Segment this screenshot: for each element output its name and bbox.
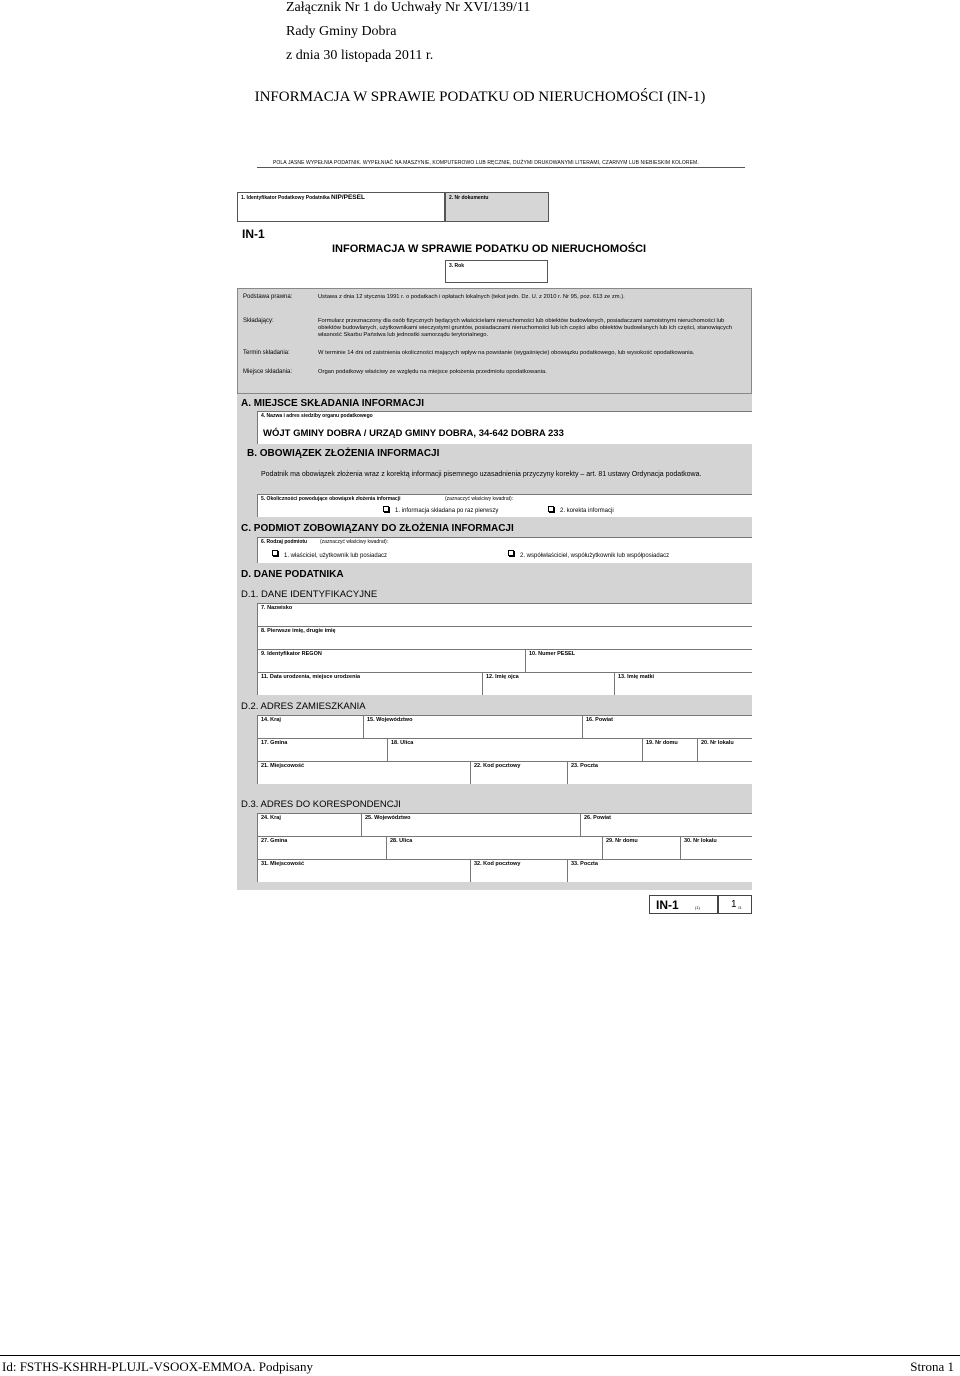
field-label: 26. Powiat xyxy=(584,815,611,821)
field-corr-voivodeship xyxy=(361,813,580,836)
field-street xyxy=(387,738,642,761)
field-corr-street xyxy=(386,836,602,859)
field-label: 30. Nr lokalu xyxy=(684,838,717,844)
form-title: INFORMACJA W SPRAWIE PODATKU OD NIERUCHOMOŚCI xyxy=(332,243,647,255)
field-birth xyxy=(257,672,482,695)
section-title: C. PODMIOT ZOBOWIĄZANY DO ZŁOŻENIA INFORMACJI xyxy=(241,523,514,534)
section-a xyxy=(237,394,752,449)
field-entity-type xyxy=(257,537,752,563)
field-commune xyxy=(257,738,387,761)
field-label: 27. Gmina xyxy=(261,838,288,844)
field-corr-flat-no xyxy=(680,836,752,859)
section-c xyxy=(237,517,752,565)
field-label: 18. Ulica xyxy=(391,740,414,746)
divider xyxy=(257,167,745,168)
field-corr-postcode xyxy=(470,859,567,882)
field-label: 15. Województwo xyxy=(367,717,413,723)
checkbox-correction[interactable] xyxy=(548,506,554,512)
field-mother-name xyxy=(614,672,752,695)
place-value: Organ podatkowy właściwy ze względu na miejsce położenia przedmiotu opodatkowania. xyxy=(318,369,547,375)
legal-basis-key: Podstawa prawna: xyxy=(243,294,293,300)
field-circumstances xyxy=(257,494,752,517)
field-label: 21. Miejscowość xyxy=(261,763,305,769)
field-label: 19. Nr domu xyxy=(646,740,678,746)
field-flat-no xyxy=(697,738,752,761)
field-label: 3. Rok xyxy=(449,263,465,269)
field-surname xyxy=(257,603,752,626)
section-title: D. DANE PODATNIKA xyxy=(241,569,344,580)
form-code: IN-1 xyxy=(242,227,265,241)
form-code-box xyxy=(649,895,718,914)
field-label: 24. Kraj xyxy=(261,815,281,821)
section-title: A. MIEJSCE SKŁADANIA INFORMACJI xyxy=(241,398,424,409)
field-label: 13. Imię matki xyxy=(618,674,655,680)
field-value: WÓJT GMINY DOBRA / URZĄD GMINY DOBRA, 34-642 DOBRA 233 xyxy=(263,428,564,439)
form-scan xyxy=(237,155,752,912)
signature-id: Id: FSTHS-KSHRH-PLUJL-VSOOX-EMMOA. Podpisany xyxy=(2,1359,313,1374)
filer-key: Składający: xyxy=(243,318,274,324)
form-page-sup: /3 xyxy=(738,905,742,910)
deadline-key: Termin składania: xyxy=(243,350,290,356)
field-label: 1. Identyfikator Podatkowy Podatnika xyxy=(241,195,330,201)
field-regon xyxy=(257,649,525,672)
field-label: 22. Kod pocztowy xyxy=(474,763,521,769)
section-b xyxy=(237,444,752,517)
subsection-title: D.1. DANE IDENTYFIKACYJNE xyxy=(241,589,378,600)
field-postcode xyxy=(470,761,567,784)
council-line: Rady Gminy Dobra xyxy=(286,24,397,39)
field-post-office xyxy=(567,761,752,784)
field-label: 14. Kraj xyxy=(261,717,281,723)
field-label: 10. Numer PESEL xyxy=(529,651,576,657)
checkbox-co-owner[interactable] xyxy=(508,550,514,556)
legal-info-block xyxy=(237,288,752,394)
field-label: 29. Nr domu xyxy=(606,838,638,844)
field-label: 12. Imię ojca xyxy=(486,674,519,680)
subsection-title: D.2. ADRES ZAMIESZKANIA xyxy=(241,701,366,712)
field-label: 2. Nr dokumentu xyxy=(449,195,489,201)
field-label: 20. Nr lokalu xyxy=(701,740,734,746)
field-father-name xyxy=(482,672,614,695)
deadline-value: W terminie 14 dni od zaistnienia okoliczności mających wpływ na powstanie (wygaśnięcie) obowiązku podatkowego, lub wysokość opodatkowania. xyxy=(318,350,695,356)
field-label: 33. Poczta xyxy=(571,861,598,867)
field-hint: (zaznaczyć właściwy kwadrat): xyxy=(445,496,514,502)
page-number: Strona 1 xyxy=(910,1359,954,1374)
field-label: 7. Nazwisko xyxy=(261,605,293,611)
field-county xyxy=(582,715,752,738)
field-label: 28. Ulica xyxy=(390,838,413,844)
checkbox-first-filing[interactable] xyxy=(383,506,389,512)
field-label: 8. Pierwsze imię, drugie imię xyxy=(261,628,336,634)
field-hint: (zaznaczyć właściwy kwadrat): xyxy=(320,539,389,545)
field-corr-post-office xyxy=(567,859,752,882)
checkbox-label: 1. właściciel, użytkownik lub posiadacz xyxy=(284,553,388,559)
field-label: 11. Data urodzenia, miejsce urodzenia xyxy=(261,674,361,680)
field-corr-commune xyxy=(257,836,386,859)
field-label: 32. Kod pocztowy xyxy=(474,861,521,867)
field-label: 6. Rodzaj podmiotu xyxy=(261,539,308,545)
section-title: B. OBOWIĄZEK ZŁOŻENIA INFORMACJI xyxy=(247,448,440,459)
field-corr-county xyxy=(580,813,752,836)
field-year xyxy=(445,260,548,283)
date-line: z dnia 30 listopada 2011 r. xyxy=(286,48,434,63)
filer-value: Formularz przeznaczony dla osób fizycznych będących właścicielami nieruchomości lub obiektów budowlanych, posiadaczami samoistnymi nieruchomości lub obiektów budowlanych, użytkownikami wieczystymi gruntów, posiadaczami nieruchomości lub ich części albo obiektów budowlanych lub ich części, stanowiących własność Skarbu Państwa lub jednostki samorządu terytorialnego. xyxy=(318,318,733,338)
field-country xyxy=(257,715,363,738)
field-label: 4. Nazwa i adres siedziby organu podatkowego xyxy=(261,413,373,419)
field-corr-country xyxy=(257,813,361,836)
field-pesel xyxy=(525,649,752,672)
field-document-number xyxy=(445,192,549,222)
field-label: 9. Identyfikator REGON xyxy=(261,651,322,657)
checkbox-label: 1. informacja składana po raz pierwszy xyxy=(395,508,499,514)
field-taxpayer-id xyxy=(237,192,445,222)
annex-line: Załącznik Nr 1 do Uchwały Nr XVI/139/11 xyxy=(286,0,531,15)
legal-basis-value: Ustawa z dnia 12 stycznia 1991 r. o podatkach i opłatach lokalnych (tekst jedn. Dz. U. z 2010 r. Nr 95, poz. 613 ze zm.). xyxy=(318,294,625,300)
field-label: 25. Województwo xyxy=(365,815,411,821)
field-label: 17. Gmina xyxy=(261,740,288,746)
subsection-title: D.3. ADRES DO KORESPONDENCJI xyxy=(241,799,401,810)
field-house-no xyxy=(642,738,697,761)
section-b-text: Podatnik ma obowiązek złożenia wraz z korektą informacji pisemnego uzasadnienia przyczyny korekty – art. 81 ustawy Ordynacja podatkowa. xyxy=(261,471,702,478)
form-page-box xyxy=(718,895,752,914)
checkbox-label: 2. korekta informacji xyxy=(560,508,614,514)
field-city xyxy=(257,761,470,784)
field-tax-office xyxy=(257,411,752,447)
place-key: Miejsce składania: xyxy=(243,369,293,375)
form-top-note: POLA JASNE WYPEŁNIA PODATNIK. WYPEŁNIAĆ NA MASZYNIE, KOMPUTEROWO LUB RĘCZNIE, DUŻYMI DRUKOWANYMI LITERAMI, CZARNYM LUB NIEBIESKIM KOLOREM. xyxy=(273,160,699,166)
field-first-names xyxy=(257,626,752,649)
checkbox-label: 2. współwłaściciel, współużytkownik lub współposiadacz xyxy=(520,553,670,559)
field-label: 31. Miejscowość xyxy=(261,861,305,867)
field-voivodeship xyxy=(363,715,582,738)
field-corr-city xyxy=(257,859,470,882)
form-code-sup: (1) xyxy=(695,905,700,910)
field-value: NIP/PESEL xyxy=(331,194,365,201)
footer-divider xyxy=(0,1355,960,1356)
form-code-footer: IN-1 xyxy=(656,898,679,912)
field-label: 16. Powiat xyxy=(586,717,613,723)
checkbox-owner[interactable] xyxy=(272,550,278,556)
document-title: INFORMACJA W SPRAWIE PODATKU OD NIERUCHOMOŚCI (IN-1) xyxy=(254,89,706,105)
field-label: 23. Poczta xyxy=(571,763,598,769)
field-corr-house-no xyxy=(602,836,680,859)
field-label: 5. Okoliczności powodujące obowiązek złożenia informacji xyxy=(261,496,401,502)
form-page-number: 1 xyxy=(731,899,737,910)
section-d xyxy=(237,565,752,890)
